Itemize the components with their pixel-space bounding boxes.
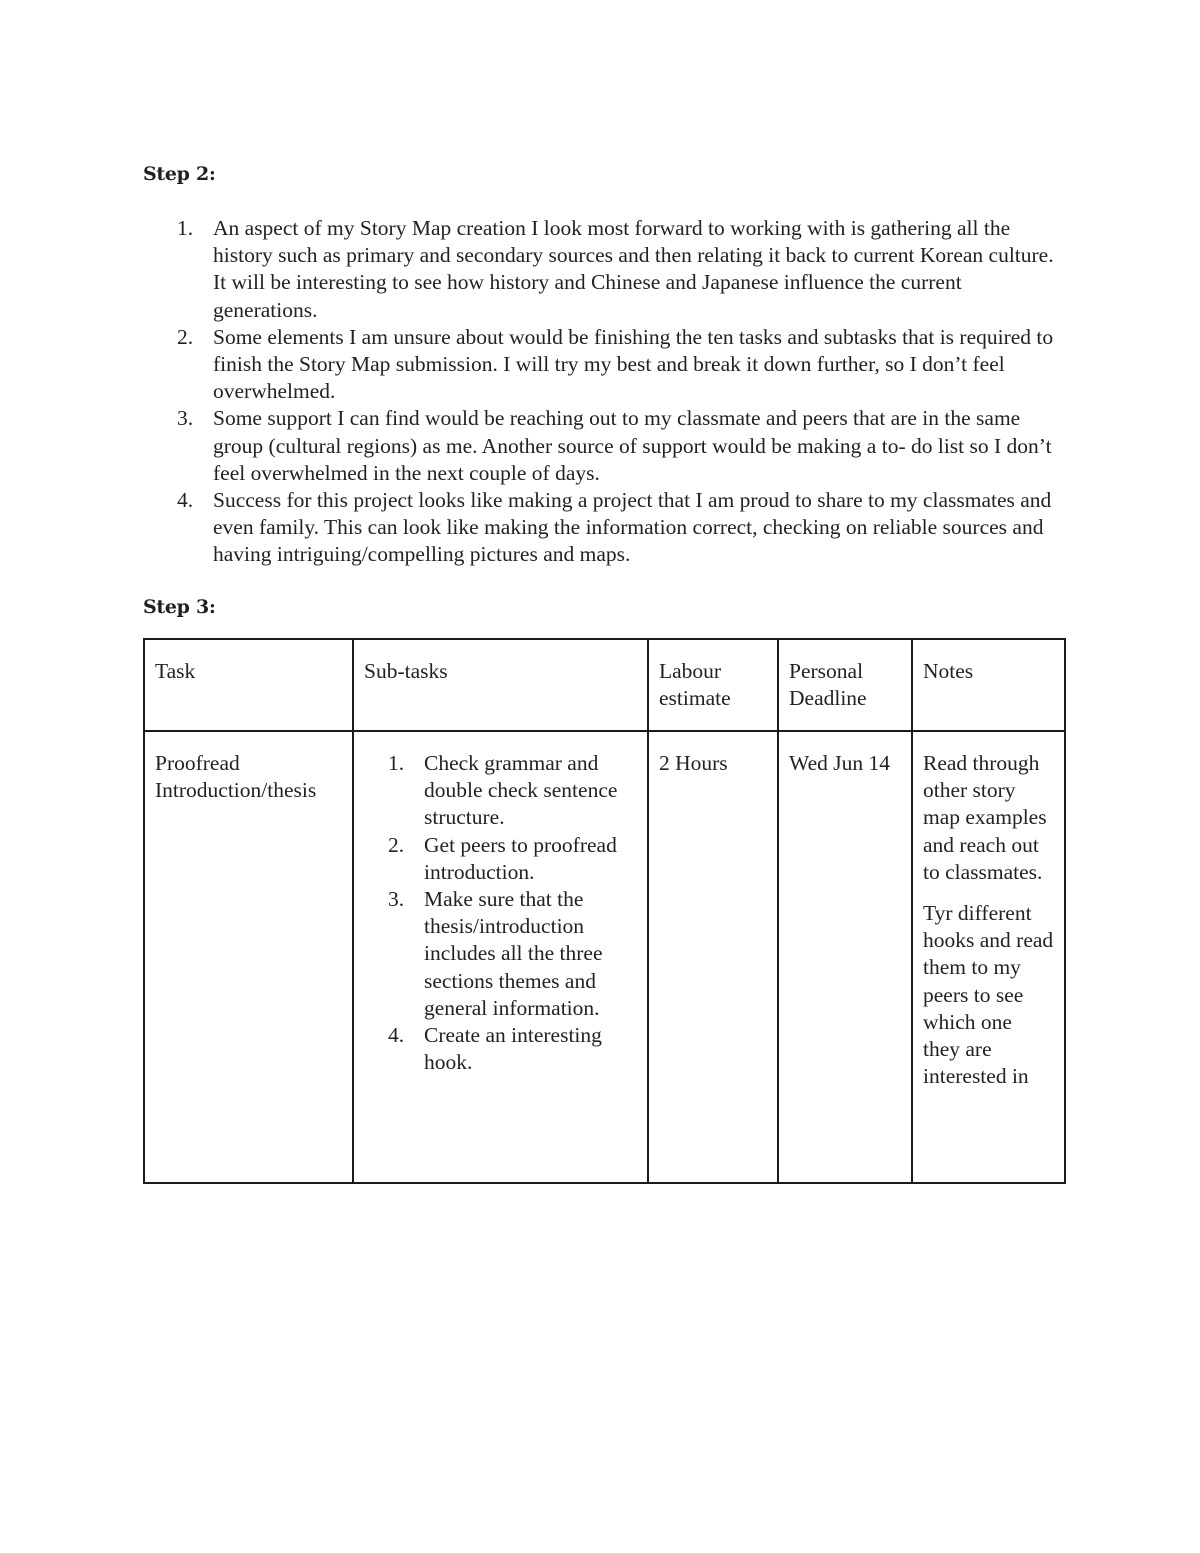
cell-task [144, 731, 353, 1183]
answer-text: Some elements I am unsure about would be finishing the ten tasks and subtasks that is required to finish the Story Map submission. I will try my best and break it down further, so I don’t feel overwhelmed. [213, 324, 1054, 404]
subtask-number: 2. [388, 832, 405, 857]
cell-subtasks [353, 731, 648, 1183]
answer-text: An aspect of my Story Map creation I look most forward to working with is gathering all the history such as primary and secondary sources and then relating it back to current Korean culture. It will be interesting to see how history and Chinese and Japanese influence the current generations. [213, 216, 1054, 322]
answer-item [143, 405, 1058, 487]
answer-number: 3. [177, 406, 194, 431]
subtask-item [354, 1022, 637, 1076]
subtask-item [354, 750, 637, 832]
subtask-item [354, 832, 637, 886]
subtask-number: 1. [388, 751, 405, 775]
cell-labour-estimate [648, 731, 778, 1183]
note-paragraph: Tyr different hooks and read them to my peers to see which one they are interested in [923, 901, 1054, 1089]
subtask-item [354, 886, 637, 1022]
labour-estimate-text: 2 Hours [659, 751, 728, 775]
subtask-text: Get peers to proofread introduction. [424, 832, 617, 884]
subtask-text: Make sure that the thesis/introduction includes all the three sections themes and general information. [424, 887, 603, 1020]
header-personal-deadline: Personal Deadline [778, 639, 912, 731]
subtask-text: Check grammar and double check sentence structure. [424, 751, 618, 830]
note-paragraph: Read through other story map examples and reach out to classmates. [923, 751, 1047, 884]
header-notes: Notes [912, 639, 1065, 731]
answer-item [143, 215, 1058, 324]
cell-personal-deadline [778, 731, 912, 1183]
table-row [144, 731, 1065, 1183]
personal-deadline-text: Wed Jun 14 [789, 751, 890, 775]
header-task: Task [144, 639, 353, 731]
subtask-text: Create an interesting hook. [424, 1023, 602, 1075]
answer-text: Some support I can find would be reaching out to my classmate and peers that are in the same group (cultural regions) as me. Another source of support would be making a to- do list so I don’t feel overwhelmed in the next couple of days. [213, 406, 1052, 485]
subtask-number: 3. [388, 887, 405, 912]
answer-item [143, 487, 1058, 569]
answer-number: 4. [177, 488, 194, 513]
task-text: Proofread Introduction/thesis [155, 751, 317, 803]
subtask-number: 4. [388, 1023, 405, 1048]
answer-number: 1. [177, 216, 194, 240]
table-header-row [144, 639, 1065, 731]
answer-number: 2. [177, 324, 194, 349]
answer-item [143, 324, 1058, 406]
step-3-heading: Step 3: [143, 596, 216, 618]
cell-notes [912, 731, 1065, 1183]
subtask-list [354, 750, 637, 1076]
header-subtasks: Sub-tasks [353, 639, 648, 731]
answer-text: Success for this project looks like making a project that I am proud to share to my classmates and even family. This can look like making the information correct, checking on reliable sources and having intriguing/compelling pictures and maps. [213, 488, 1052, 567]
step-2-answer-list [143, 215, 1058, 569]
task-plan-table [143, 638, 1066, 1184]
step-2-heading: Step 2: [143, 163, 216, 185]
header-labour-estimate: Labour estimate [648, 639, 778, 731]
